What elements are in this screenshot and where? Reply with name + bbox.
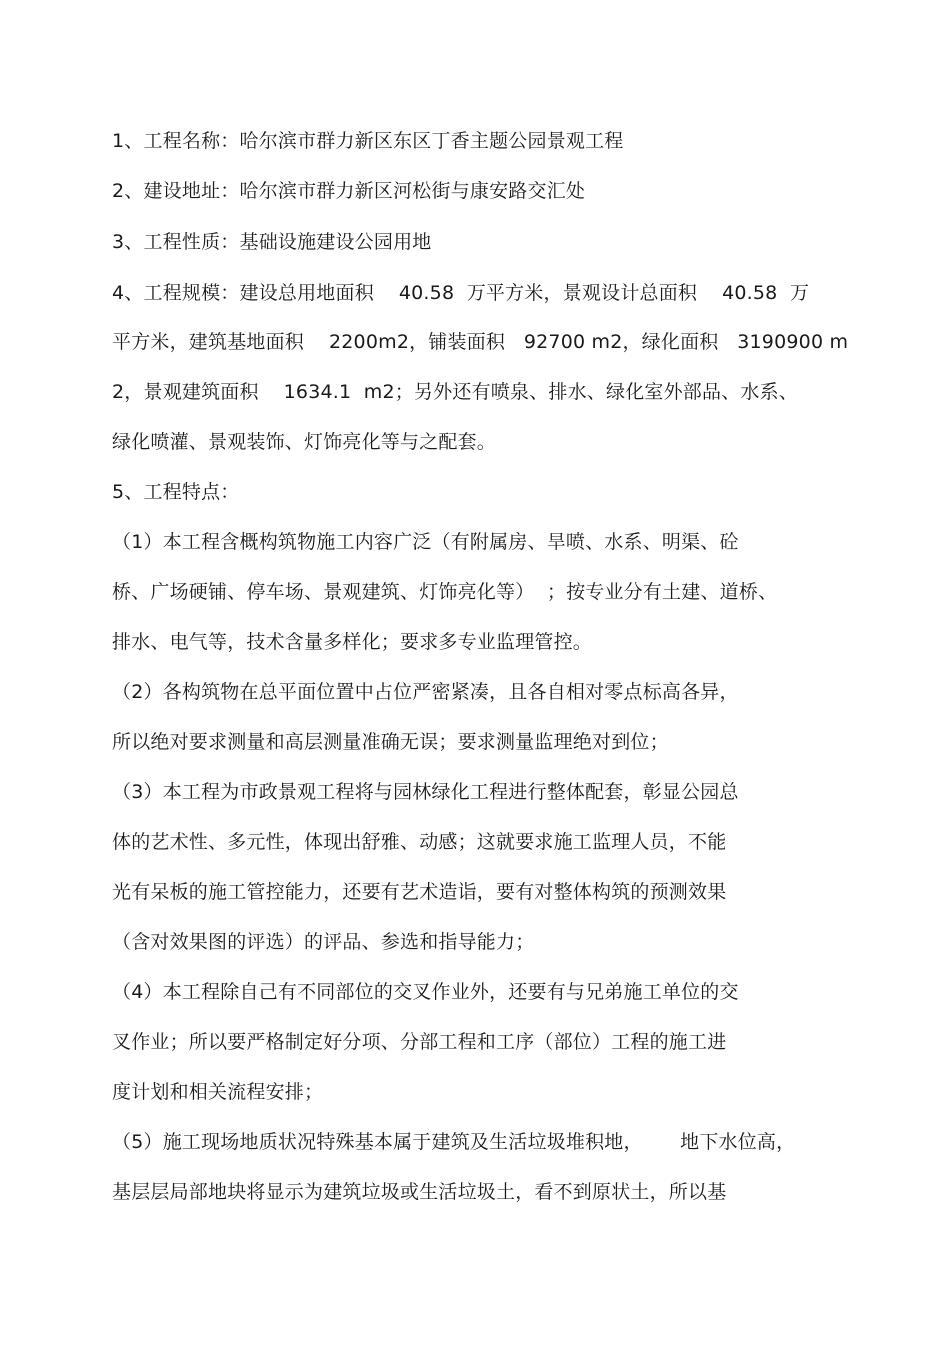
text-line: 2，景观建筑面积 1634.1 m2；另外还有喷泉、排水、绿化室外部品、水系、 (112, 381, 799, 403)
text-line: 体的艺术性、多元性，体现出舒雅、动感；这就要求施工监理人员，不能 (112, 831, 727, 853)
text-line: 基层层局部地块将显示为建筑垃圾或生活垃圾土，看不到原状土，所以基 (112, 1181, 727, 1203)
text-line: 所以绝对要求测量和高层测量准确无误；要求测量监理绝对到位； (112, 731, 669, 753)
text-line: （1）本工程含概构筑物施工内容广泛（有附属房、旱喷、水系、明渠、砼 (112, 531, 739, 553)
text-line: 光有呆板的施工管控能力，还要有艺术造诣，要有对整体构筑的预测效果 (112, 881, 727, 903)
text-line: 排水、电气等，技术含量多样化；要求多专业监理管控。 (112, 631, 593, 653)
text-line: 5、工程特点： (112, 481, 240, 503)
text-line: （含对效果图的评选）的评品、参选和指导能力； (112, 931, 535, 953)
text-line: （2）各构筑物在总平面位置中占位严密紧凑，且各自相对零点标高各异， (112, 681, 739, 703)
text-line: 度计划和相关流程安排； (112, 1081, 324, 1103)
text-line: 4、工程规模：建设总用地面积 40.58 万平方米，景观设计总面积 40.58 万 (112, 282, 810, 304)
text-line: （3）本工程为市政景观工程将与园林绿化工程进行整体配套，彰显公园总 (112, 781, 739, 803)
text-line: 叉作业；所以要严格制定好分项、分部工程和工序（部位）工程的施工进 (112, 1031, 727, 1053)
text-line: 平方米，建筑基地面积 2200m2，铺装面积 92700 m2，绿化面积 3190900 m (112, 331, 849, 353)
text-line: 3、工程性质：基础设施建设公园用地 (112, 231, 432, 253)
text-line: （4）本工程除自己有不同部位的交叉作业外，还要有与兄弟施工单位的交 (112, 981, 739, 1003)
text-line: 绿化喷灌、景观装饰、灯饰亮化等与之配套。 (112, 431, 497, 453)
text-line: 1、工程名称：哈尔滨市群力新区东区丁香主题公园景观工程 (112, 130, 624, 152)
text-line: 2、建设地址：哈尔滨市群力新区河松街与康安路交汇处 (112, 180, 586, 202)
text-line: （5）施工现场地质状况特殊基本属于建筑及生活垃圾堆积地， 地下水位高， (112, 1131, 796, 1153)
text-line: 桥、广场硬铺、停车场、景观建筑、灯饰亮化等） ；按专业分有土建、道桥、 (112, 581, 778, 603)
